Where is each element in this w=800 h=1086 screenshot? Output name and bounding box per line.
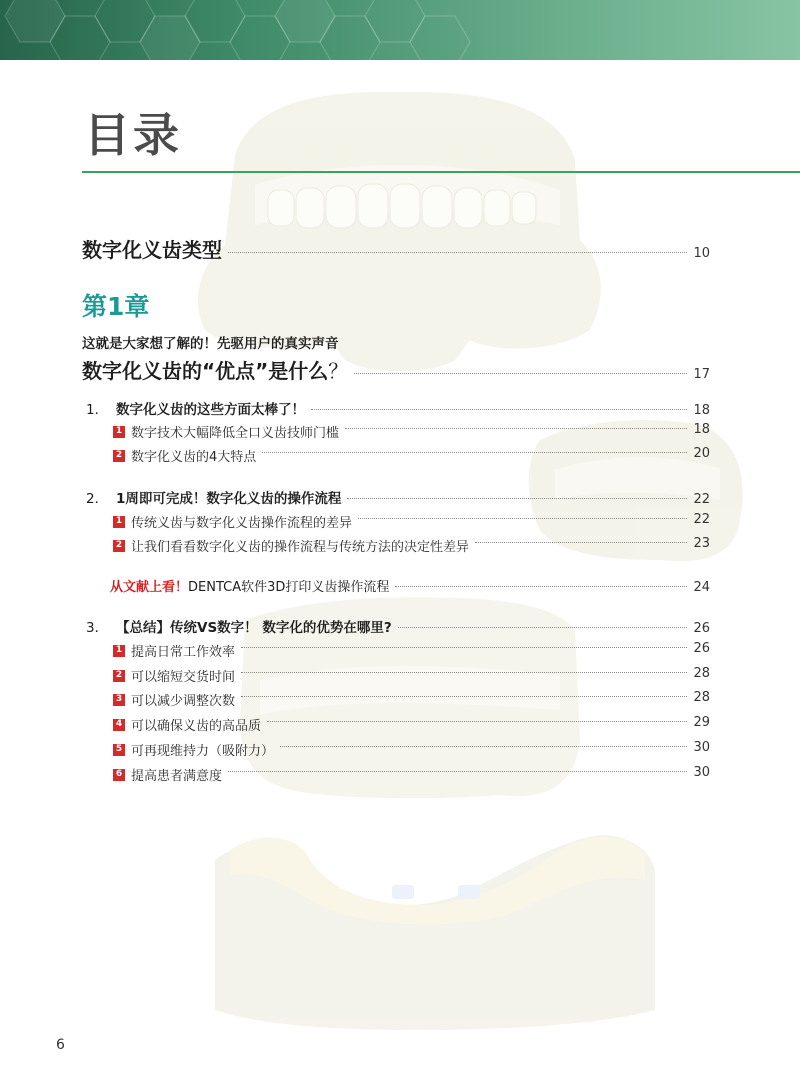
section-number: 3． [86, 620, 109, 636]
dot-leader [280, 746, 687, 747]
section-label: 1周即可完成！数字化义齿的操作流程 [116, 491, 342, 507]
section-number: 2． [86, 491, 109, 507]
item-label: 可以缩短交货时间 [131, 670, 236, 685]
item-number-badge: 5 [113, 744, 125, 756]
chapter-heading-main: 数字化义齿的“优点”是什么 [82, 359, 329, 383]
section-number: 1． [86, 402, 109, 418]
item-number-badge: 2 [113, 540, 125, 552]
toc-entry-literature[interactable] [110, 576, 710, 595]
section-title [86, 616, 392, 636]
item-title [113, 512, 352, 531]
toc-entry-2-2[interactable] [113, 536, 710, 555]
page-number: 30 [693, 765, 710, 780]
section-label: 数字化义齿的这些方面太棒了！ [116, 402, 305, 418]
section-title [86, 487, 341, 507]
page-number: 23 [693, 536, 710, 551]
dot-leader [228, 252, 687, 253]
toc-entry-intro[interactable] [82, 234, 710, 263]
toc-entry-2-1[interactable] [113, 512, 710, 531]
item-number-badge: 1 [113, 645, 125, 657]
literature-title [110, 576, 389, 595]
item-title [113, 765, 222, 784]
toc-entry-3-1[interactable] [113, 641, 710, 660]
item-label: 提高患者满意度 [131, 769, 223, 784]
item-title [113, 446, 256, 465]
item-number-badge: 1 [113, 516, 125, 528]
item-title [113, 740, 274, 759]
page-number: 22 [693, 492, 710, 507]
item-number-badge: 4 [113, 719, 125, 731]
item-title [113, 422, 339, 441]
page-number: 17 [693, 367, 710, 382]
literature-label: DENTCA软件3D打印义齿操作流程 [188, 580, 390, 595]
item-label: 让我们看看数字化义齿的操作流程与传统方法的决定性差异 [131, 540, 470, 555]
section-title [86, 398, 305, 418]
dot-leader [345, 428, 687, 429]
item-number-badge: 3 [113, 694, 125, 706]
toc-entry-chapter-heading[interactable] [82, 355, 710, 384]
dot-leader [241, 696, 687, 697]
dot-leader [241, 647, 687, 648]
item-title [113, 536, 469, 555]
page-number: 28 [693, 666, 710, 681]
dot-leader [347, 498, 687, 499]
page-number: 18 [693, 403, 710, 418]
page-number: 26 [693, 621, 710, 636]
page-number-footer: 6 [56, 1037, 65, 1053]
toc-entry-3-3[interactable] [113, 690, 710, 709]
toc-entry-section-3[interactable] [86, 616, 710, 636]
dot-leader [354, 373, 687, 374]
item-label: 数字化义齿的4大特点 [131, 450, 257, 465]
dot-leader [262, 452, 687, 453]
toc-entry-3-6[interactable] [113, 765, 710, 784]
page-number: 30 [693, 740, 710, 755]
dot-leader [241, 672, 687, 673]
page-number: 28 [693, 690, 710, 705]
item-number-badge: 1 [113, 426, 125, 438]
page-number: 10 [693, 246, 710, 261]
dot-leader [475, 542, 687, 543]
literature-highlight: 从文献上看！ [110, 580, 189, 595]
item-title [113, 641, 235, 660]
page-number: 24 [693, 580, 710, 595]
dot-leader [228, 771, 687, 772]
dot-leader [311, 409, 687, 410]
page-number: 18 [693, 422, 710, 437]
chapter-heading-question-mark: ？ [328, 359, 349, 383]
toc-entry-label: 数字化义齿类型 [82, 238, 222, 262]
page-number: 26 [693, 641, 710, 656]
item-number-badge: 2 [113, 450, 125, 462]
toc-entry-1-2[interactable] [113, 446, 710, 465]
chapter-heading [82, 355, 348, 384]
toc-entry-section-2[interactable] [86, 487, 710, 507]
item-label: 可以减少调整次数 [131, 694, 236, 709]
toc-entry-1-1[interactable] [113, 422, 710, 441]
section-label: 【总结】传统VS数字！ 数字化的优势在哪里? [116, 620, 392, 636]
item-title [113, 666, 235, 685]
item-label: 数字技术大幅降低全口义齿技师门槛 [131, 426, 340, 441]
dot-leader [267, 721, 687, 722]
dot-leader [395, 586, 687, 587]
item-number-badge: 2 [113, 670, 125, 682]
item-title [113, 690, 235, 709]
item-title [113, 715, 261, 734]
dot-leader [398, 627, 688, 628]
chapter-label: 第1章 [82, 292, 150, 321]
item-label: 传统义齿与数字化义齿操作流程的差异 [131, 516, 353, 531]
item-label: 可再现维持力（吸附力） [131, 744, 275, 759]
toc-entry-3-4[interactable] [113, 715, 710, 734]
page-number: 22 [693, 512, 710, 527]
item-number-badge: 6 [113, 769, 125, 781]
toc-entry-section-1[interactable] [86, 398, 710, 418]
chapter-subtitle: 这就是大家想了解的！先驱用户的真实声音 [82, 336, 339, 352]
item-label: 提高日常工作效率 [131, 645, 236, 660]
toc-entry-3-2[interactable] [113, 666, 710, 685]
item-label: 可以确保义齿的高品质 [131, 719, 262, 734]
page-number: 20 [693, 446, 710, 461]
toc-entry-3-5[interactable] [113, 740, 710, 759]
dot-leader [358, 518, 687, 519]
page-number: 29 [693, 715, 710, 730]
page-title: 目录 [84, 108, 182, 162]
